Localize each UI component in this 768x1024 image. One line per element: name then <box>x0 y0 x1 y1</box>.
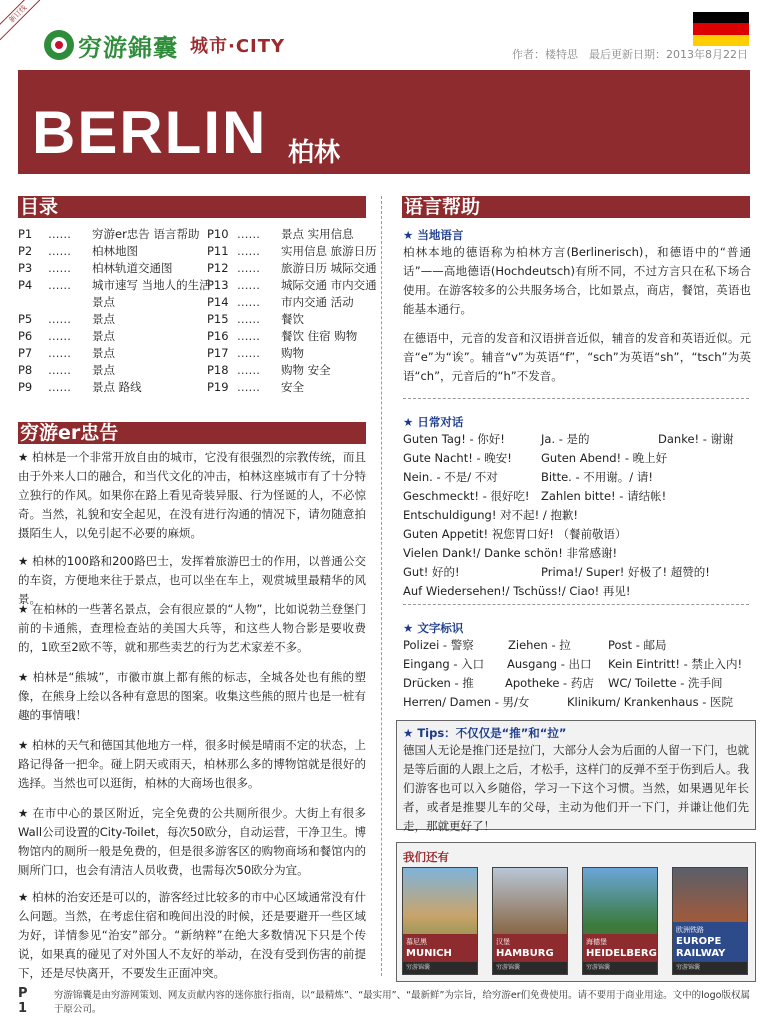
toc-dots: …… <box>237 244 260 258</box>
toc-dots: …… <box>48 261 71 275</box>
cover-en: MUNICH <box>406 948 452 959</box>
toc-item[interactable] <box>18 379 217 396</box>
sign-phrase: Eingang - 入口 <box>403 657 485 671</box>
toc-title: 景点 实用信息 <box>281 227 354 241</box>
advice-paragraph: ★ 在柏林的一些著名景点，会有很应景的“人物”，比如说勃兰登堡门前的卡通熊，查理检查站的美国大兵等，和这些人物合影是要收费的，1欧至2欧不等，就和那些卖艺的行为艺术家差不多。 <box>18 602 366 654</box>
phrase: Auf Wiedersehen!/ Tschüss!/ Ciao! 再见! <box>403 584 631 598</box>
cover-en: HAMBURG <box>496 948 554 959</box>
author-meta: 作者：楼特思 最后更新日期：2013年8月22日 <box>512 48 748 61</box>
toc-page: P6 <box>18 329 33 343</box>
toc-item[interactable] <box>18 345 217 362</box>
city-title-zh: 柏林 <box>288 138 341 168</box>
toc-dots: …… <box>237 227 260 241</box>
toc-item[interactable] <box>18 311 217 328</box>
toc-title: 景点 <box>92 363 115 377</box>
sign-phrase: Kein Eintritt! - 禁止入内! <box>608 657 743 671</box>
sign-phrase: WC/ Toilette - 洗手间 <box>608 676 723 690</box>
toc-page: P13 <box>207 278 229 292</box>
advice-paragraph: ★ 柏林的天气和德国其他地方一样，很多时候是晴雨不定的状态，上路记得备一把伞。碰上阴天或雨天，柏林那么多的博物馆就是很好的选择。当然也可以逛街，柏林的大商场也很多。 <box>18 738 366 790</box>
advice-paragraph: ★ 在市中心的景区附近，完全免费的公共厕所很少。大街上有很多Wall公司设置的City-Toilet，每次50欧分，自动运营，干净卫生。博物馆内的厕所一般是免费的，但是很多游客区的购物商场和餐馆内的厕所门口，也会有清洁人员收费，也需每次50欧分为宜。 <box>18 806 366 877</box>
phrase: Geschmeckt! - 很好吃! <box>403 489 530 503</box>
sign-phrase: Post - 邮局 <box>608 638 667 652</box>
cover-zh: 海德堡 <box>586 938 607 946</box>
toc-page: P18 <box>207 363 229 377</box>
cover-zh: 欧洲铁路 <box>676 926 704 934</box>
toc-page: P15 <box>207 312 229 326</box>
toc-item[interactable] <box>18 362 217 379</box>
toc-dots: …… <box>48 380 71 394</box>
toc-title: 景点 路线 <box>92 380 142 394</box>
language-heading: 语言帮助 <box>402 196 750 218</box>
toc-dots: …… <box>48 244 71 258</box>
sign-phrase: Apotheke - 药店 <box>505 676 594 690</box>
advice-heading: 穷游er忠告 <box>18 422 366 444</box>
toc-page: P3 <box>18 261 33 275</box>
toc-title: 城际交通 市内交通 <box>281 278 377 292</box>
toc-dots: …… <box>237 380 260 394</box>
hero-banner <box>18 70 750 174</box>
local-language-p1: 柏林本地的德语称为柏林方言(Berlinerisch)，和德语中的“普通话”——高地德语(Hochdeutsch)有所不同，不过方言只在私下场合使用。在游客较多的公共服务场合，比如景点，商店，餐馆，英语也能基本通行。 <box>403 245 751 316</box>
toc-page: P2 <box>18 244 33 258</box>
toc-page: P9 <box>18 380 33 394</box>
toc-page: P19 <box>207 380 229 394</box>
toc-page: P17 <box>207 346 229 360</box>
cover-foot: 穷游锦囊 <box>493 962 567 974</box>
toc-dots: …… <box>48 227 71 241</box>
toc-title: 景点 <box>92 312 115 326</box>
city-tag: 城市·CITY <box>190 36 286 57</box>
phrase: Guten Tag! - 你好! <box>403 432 505 446</box>
toc-item[interactable] <box>207 311 406 328</box>
phrase: Entschuldigung! 对不起! / 抱歉! <box>403 508 578 522</box>
sign-phrase: Herren/ Damen - 男/女 <box>403 695 530 709</box>
brand-name: 穷游錦囊 <box>78 32 178 62</box>
advice-paragraph: ★ 柏林是一个非常开放自由的城市，它没有很强烈的宗教传统，而且由于外来人口的融合，和当代文化的冲击，柏林这座城市有了十分特立独行的作风。如果你在路上看见奇装异服、行为怪诞的人，不必惊奇。当然，礼貌和安全起见，在没有进行沟通的情况下，请勿随意拍摄陌生人，以免引起不必要的麻烦。 <box>18 450 366 540</box>
toc-page: P10 <box>207 227 229 241</box>
germany-flag-icon <box>693 12 749 46</box>
phrase: Zahlen bitte! - 请结帐! <box>541 489 667 503</box>
toc-dots: …… <box>48 278 71 292</box>
page-number: P 1 <box>18 986 28 1016</box>
toc-page: P7 <box>18 346 33 360</box>
tips-box <box>396 720 756 833</box>
toc-title: 景点 <box>92 329 115 343</box>
toc-title: 购物 安全 <box>281 363 331 377</box>
toc-page: P16 <box>207 329 229 343</box>
toc-page: P12 <box>207 261 229 275</box>
phrase: Gute Nacht! - 晚安! <box>403 451 512 465</box>
toc-page: P14 <box>207 295 229 309</box>
toc-dots: …… <box>237 346 260 360</box>
phrase: Vielen Dank!/ Danke schön! 非常感谢! <box>403 546 618 560</box>
toc-left-column <box>18 226 217 396</box>
toc-item[interactable] <box>207 294 406 311</box>
toc-dots: …… <box>48 346 71 360</box>
phrase: Guten Abend! - 晚上好 <box>541 451 668 465</box>
toc-item[interactable] <box>207 379 406 396</box>
toc-dots: …… <box>237 261 260 275</box>
tips-title: ★ Tips：不仅仅是“推”和“拉” <box>403 726 567 740</box>
toc-title: 柏林轨道交通图 <box>92 261 173 275</box>
phrase: Gut! 好的! <box>403 565 460 579</box>
toc-item[interactable] <box>18 260 217 277</box>
toc-item[interactable] <box>18 243 217 260</box>
toc-page: P11 <box>207 244 229 258</box>
divider <box>403 398 749 399</box>
city-title-en: BERLIN <box>32 99 268 166</box>
toc-title: 餐饮 <box>281 312 304 326</box>
advice-paragraph: ★ 柏林的治安还是可以的，游客经过比较多的市中心区域通常没有什么问题。当然，在考虑住宿和晚间出没的时候，还是要避开一些区域为好，详情参见“治安”部分。“新纳粹”在绝大多数情况下只是个传说，如果真的碰见了对外国人不友好的举动，在没有受到伤害的前提下，还是尽快离开，不要发生正面冲突。 <box>18 890 366 980</box>
sign-phrase: Klinikum/ Krankenhaus - 医院 <box>567 695 734 709</box>
brand-logo[interactable] <box>44 29 285 61</box>
toc-page: P4 <box>18 278 33 292</box>
guide-cover-europe-railway[interactable] <box>672 867 748 975</box>
toc-dots: …… <box>48 329 71 343</box>
toc-dots: …… <box>48 312 71 326</box>
toc-title: 市内交通 活动 <box>281 295 354 309</box>
toc-title: 旅游日历 城际交通 <box>281 261 377 275</box>
divider <box>403 604 749 605</box>
toc-dots: …… <box>237 312 260 326</box>
toc-item[interactable] <box>18 226 217 243</box>
toc-item[interactable] <box>207 328 406 345</box>
toc-right-column <box>207 226 406 396</box>
toc-item[interactable] <box>207 260 406 277</box>
advice-paragraph: ★ 柏林是“熊城”，市徽市旗上都有熊的标志，全城各处也有熊的塑像，在熊身上绘以各种有意思的图案。收集这些熊的照片也是一桩有趣的事情哦！ <box>18 670 366 722</box>
signs-title: ★ 文字标识 <box>403 621 464 635</box>
toc-dots: …… <box>237 363 260 377</box>
phrase: Nein. - 不是/ 不对 <box>403 470 498 484</box>
toc-dots <box>48 294 92 311</box>
sign-phrase: Polizei - 警察 <box>403 638 474 652</box>
cover-foot: 穷游锦囊 <box>673 962 747 974</box>
toc-item[interactable] <box>207 243 406 260</box>
phrase: Bitte. - 不用谢。/ 请! <box>541 470 653 484</box>
toc-page: P1 <box>18 227 33 241</box>
badge-label: 新订线 <box>0 0 40 40</box>
toc-title: 餐饮 住宿 购物 <box>281 329 358 343</box>
sign-phrase: Drücken - 推 <box>403 676 474 690</box>
toc-title: 购物 <box>281 346 304 360</box>
cover-en: EUROPE RAILWAY <box>676 936 726 959</box>
toc-title: 景点 <box>92 295 115 309</box>
toc-title: 实用信息 旅游日历 <box>281 244 377 258</box>
cover-zh: 汉堡 <box>496 938 510 946</box>
toc-heading: 目录 <box>18 196 366 218</box>
toc-item[interactable] <box>207 277 406 294</box>
toc-dots: …… <box>48 363 71 377</box>
footer-disclaimer: 穷游锦囊是由穷游网策划、网友贡献内容的迷你旅行指南，以“最精炼”、“最实用”、“最新鲜”为宗旨，给穷游er们免费使用。请不要用于商业用途。文中的logo版权属于原公司。 <box>53 990 750 1015</box>
toc-title: 城市速写 当地人的生活 <box>92 278 211 292</box>
toc-title: 穷游er忠告 语言帮助 <box>92 227 200 241</box>
cover-zh: 慕尼黑 <box>406 938 427 946</box>
more-guides-box <box>396 842 756 982</box>
toc-item[interactable] <box>18 277 217 294</box>
guide-cover-hamburg[interactable] <box>492 867 568 975</box>
toc-page <box>18 294 48 311</box>
toc-dots: …… <box>237 329 260 343</box>
toc-title: 柏林地图 <box>92 244 138 258</box>
guide-cover-heidelberg[interactable] <box>582 867 658 975</box>
guide-cover-munich[interactable] <box>402 867 478 975</box>
phrase: Guten Appetit! 祝您胃口好! （餐前敬语） <box>403 527 627 541</box>
sign-phrase: Ziehen - 拉 <box>508 638 571 652</box>
local-language-title: ★ 当地语言 <box>403 228 464 242</box>
more-guides-title: 我们还有 <box>403 850 449 864</box>
toc-dots: …… <box>237 295 260 309</box>
cover-en: HEIDELBERG <box>586 948 657 959</box>
daily-title: ★ 日常对话 <box>403 415 464 429</box>
advice-paragraph: ★ 柏林的100路和200路巴士，发挥着旅游巴士的作用，以普通公交的车资，方便地来往于景点，也可以坐在车上，观赏城里最精华的风景。 <box>18 554 366 606</box>
phrase: Prima!/ Super! 好极了! 超赞的! <box>541 565 710 579</box>
column-divider <box>381 196 382 976</box>
tips-body: 德国人无论是推门还是拉门，大部分人会为后面的人留一下门，也就是等后面的人跟上之后，才松手，这样门的反弹不至于伤到后人。我们游客也可以入乡随俗，学习一下这个习惯。当然，如果遇见年长者，或者是推婴儿车的父母，主动为他们开一下门，并谦让他们先走，那就更好了！ <box>403 743 749 833</box>
toc-item[interactable] <box>207 226 406 243</box>
cover-foot: 穷游锦囊 <box>403 962 477 974</box>
page-footer <box>18 986 758 1016</box>
toc-item[interactable] <box>18 294 217 311</box>
toc-title: 景点 <box>92 346 115 360</box>
phrase: Ja. - 是的 <box>541 432 590 446</box>
toc-item[interactable] <box>207 362 406 379</box>
new-edition-badge <box>0 0 40 40</box>
toc-item[interactable] <box>207 345 406 362</box>
cover-foot: 穷游锦囊 <box>583 962 657 974</box>
local-language-p2: 在德语中，元音的发音和汉语拼音近似，辅音的发音和英语近似。元音“e”为“诶”。辅音“v”为英语“f”，“sch”为英语“sh”，“tsch”为英语“ch”，元音后的“h”不发音。 <box>403 331 751 383</box>
toc-page: P5 <box>18 312 33 326</box>
toc-item[interactable] <box>18 328 217 345</box>
toc-page: P8 <box>18 363 33 377</box>
phrase: Danke! - 谢谢 <box>658 432 734 446</box>
toc-dots: …… <box>237 278 260 292</box>
toc-title: 安全 <box>281 380 304 394</box>
qyer-logo-icon <box>44 30 74 60</box>
sign-phrase: Ausgang - 出口 <box>507 657 592 671</box>
